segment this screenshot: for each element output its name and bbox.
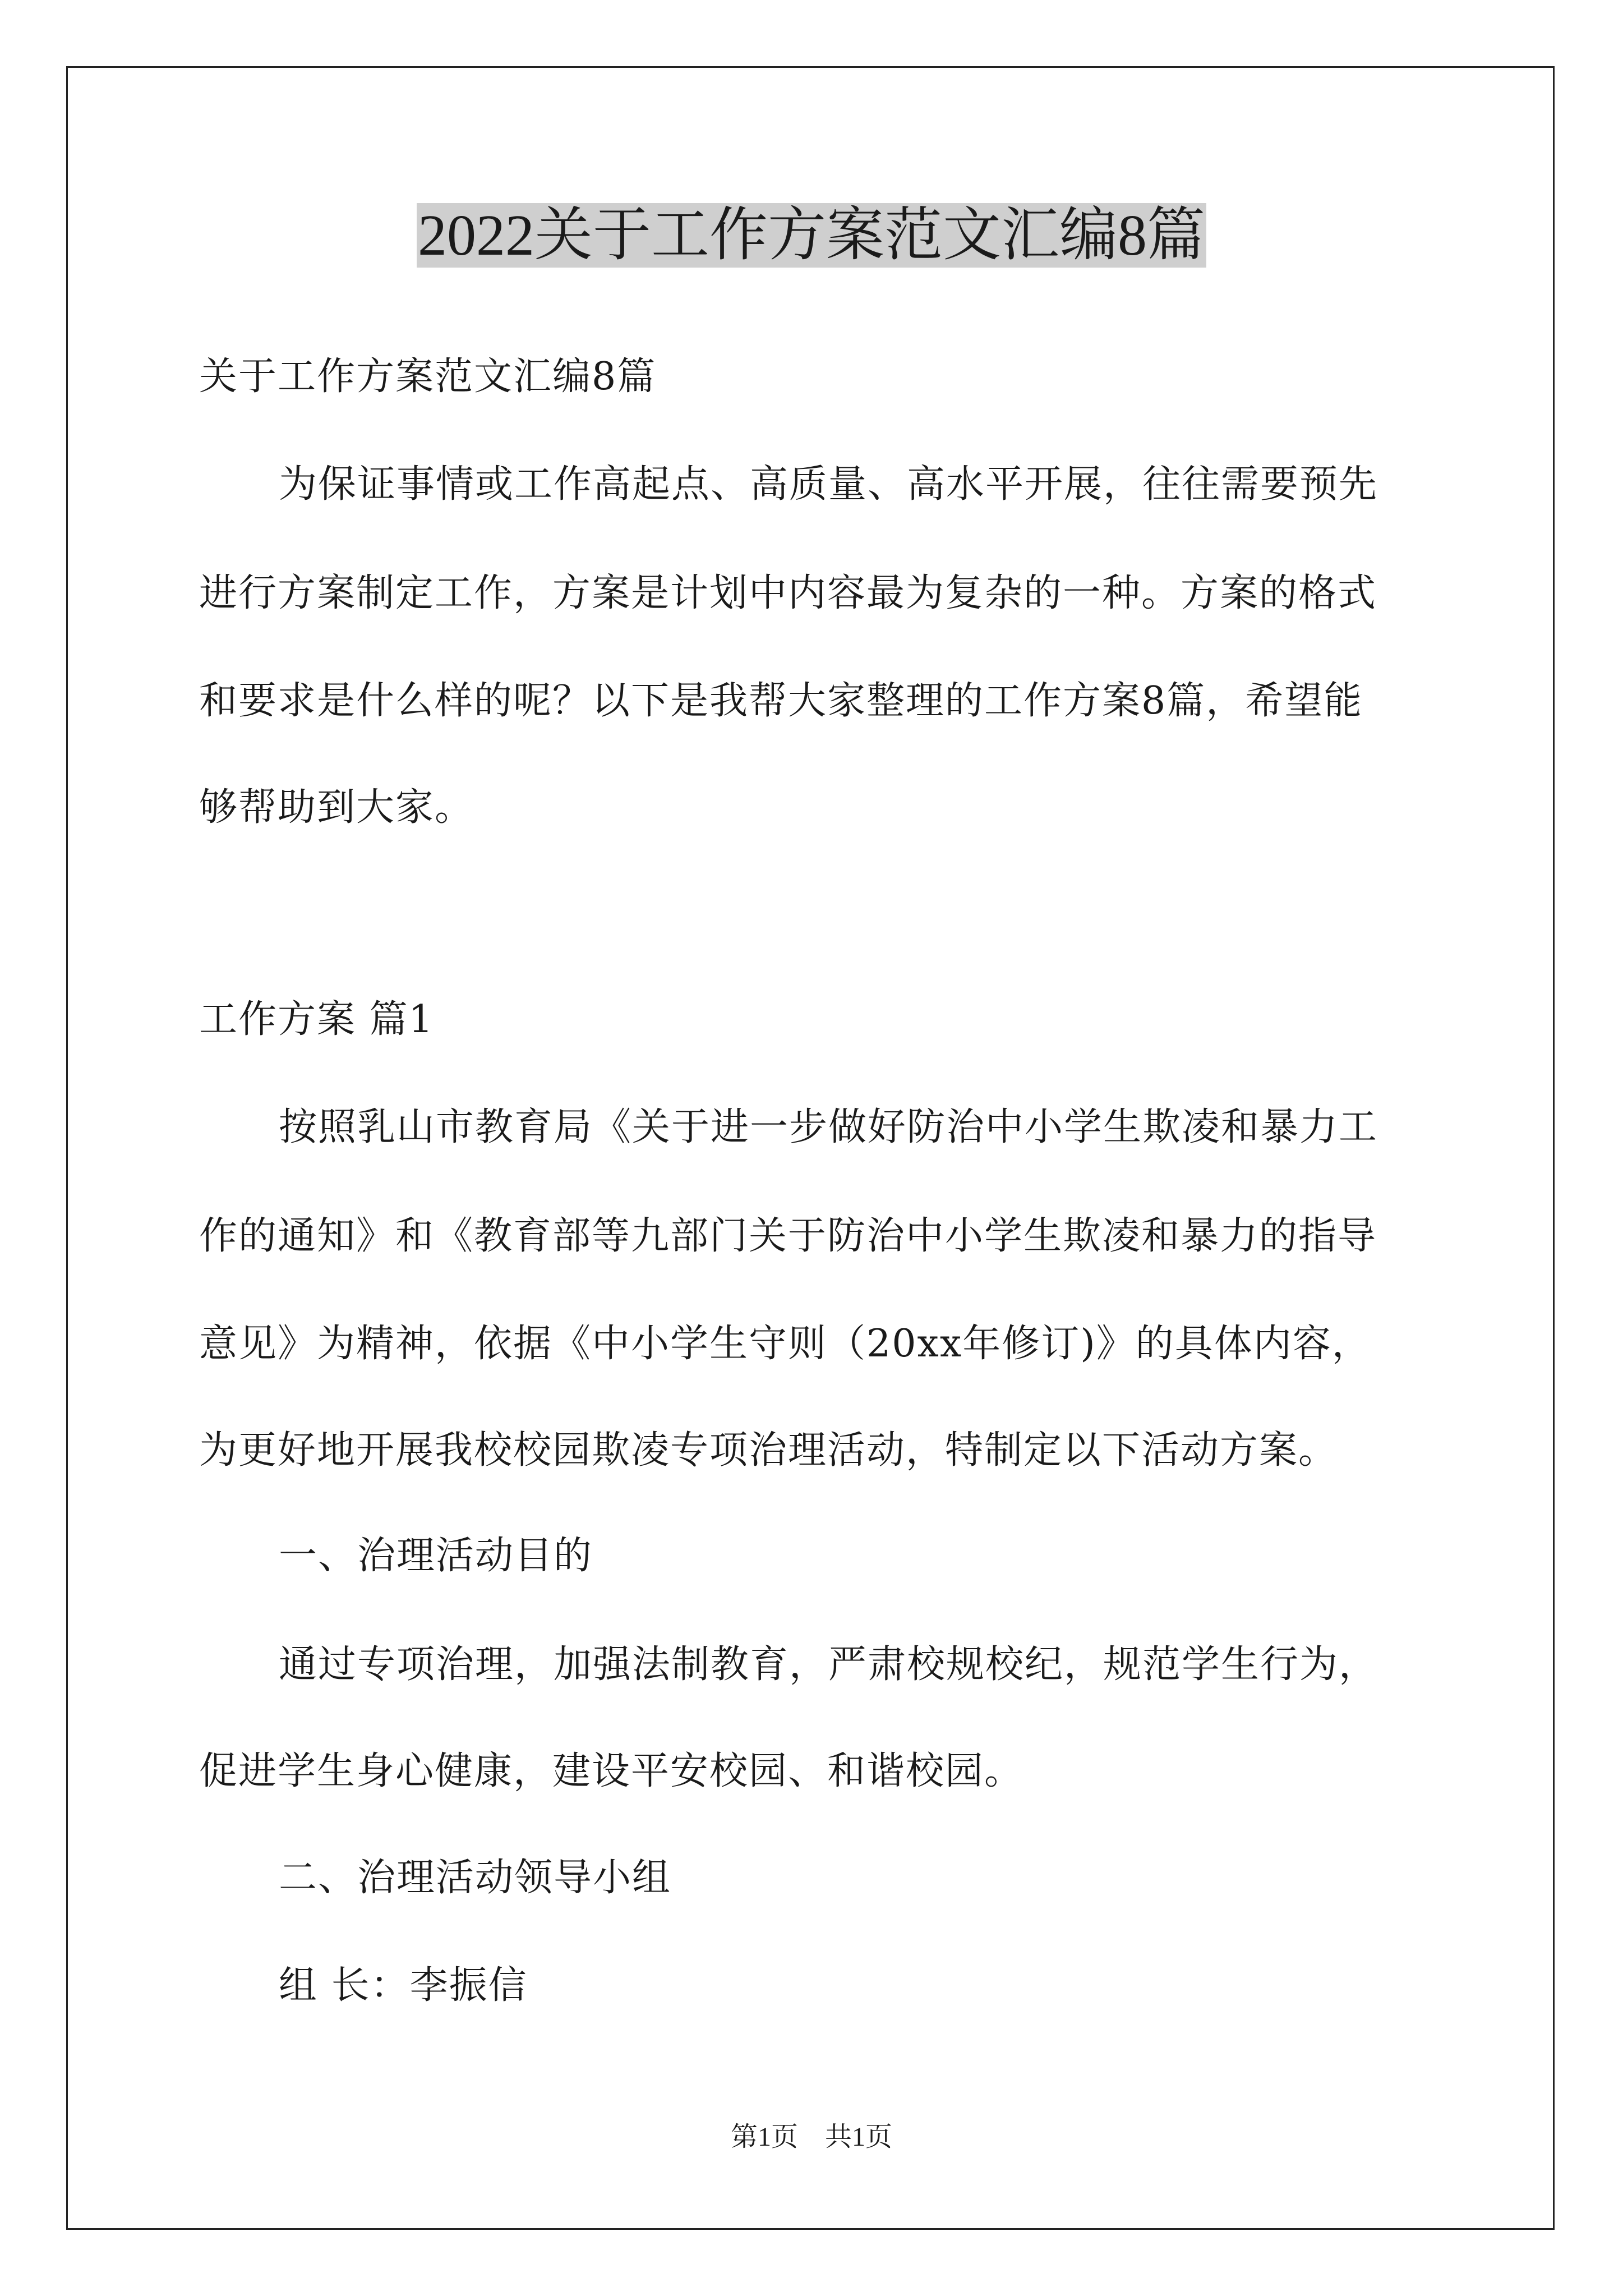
intro-line: 和要求是什么样的呢？以下是我帮大家整理的工作方案8篇，希望能 — [199, 679, 1363, 723]
paragraph-line: 促进学生身心健康，建设平安校园、和谐校园。 — [199, 1749, 1024, 1793]
section-heading: 工作方案 篇1 — [199, 997, 434, 1042]
document-title-text: 2022关于工作方案范文汇编8篇 — [417, 203, 1205, 268]
document-subtitle: 关于工作方案范文汇编8篇 — [199, 355, 657, 399]
paragraph-line: 按照乳山市教育局《关于进一步做好防治中小学生欺凌和暴力工 — [279, 1105, 1378, 1149]
subheading: 一、治理活动目的 — [279, 1534, 593, 1578]
intro-line: 为保证事情或工作高起点、高质量、高水平开展，往往需要预先 — [279, 462, 1378, 507]
paragraph-line: 通过专项治理，加强法制教育，严肃校规校纪，规范学生行为， — [279, 1642, 1378, 1687]
intro-line: 进行方案制定工作，方案是计划中内容最为复杂的一种。方案的格式 — [199, 571, 1377, 615]
document-title — [0, 197, 1623, 274]
subheading: 二、治理活动领导小组 — [279, 1856, 672, 1900]
paragraph-line: 意见》为精神，依据《中小学生守则（20xx年修订)》的具体内容， — [199, 1322, 1371, 1366]
paragraph-line: 为更好地开展我校校园欺凌专项治理活动，特制定以下活动方案。 — [199, 1428, 1338, 1473]
page-footer: 第1页 共1页 — [730, 2122, 892, 2152]
leader-line: 组 长：李振信 — [279, 1963, 528, 2008]
intro-line: 够帮助到大家。 — [199, 785, 474, 830]
paragraph-line: 作的通知》和《教育部等九部门关于防治中小学生欺凌和暴力的指导 — [199, 1214, 1377, 1258]
